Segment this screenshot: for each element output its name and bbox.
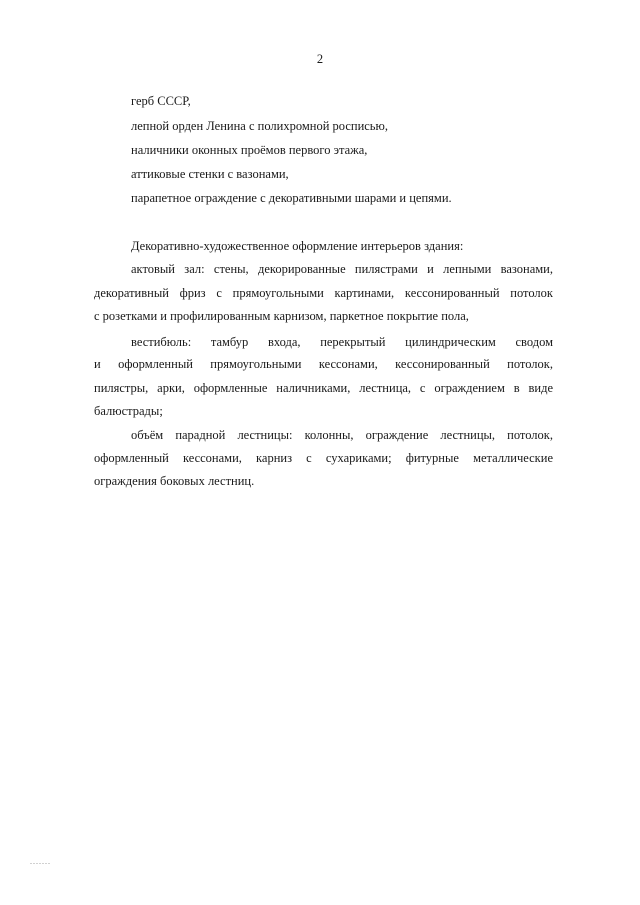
paragraph-assembly-hall-line: с розетками и профилированным карнизом, паркетное покрытие пола, xyxy=(94,309,469,323)
list-item: герб СССР, xyxy=(131,94,191,108)
page-number: 2 xyxy=(316,52,324,66)
paragraph-assembly-hall-line: декоративный фриз с прямоугольными картинами, кессонированный потолок xyxy=(94,286,553,300)
paragraph-staircase-line: объём парадной лестницы: колонны, ограждение лестницы, потолок, xyxy=(131,428,553,442)
paragraph-vestibule-line: и оформленный прямоугольными кессонами, кессонированный потолок, xyxy=(94,357,553,371)
list-item: аттиковые стенки с вазонами, xyxy=(131,167,289,181)
paragraph-vestibule-line: балюстрады; xyxy=(94,404,163,418)
paragraph-assembly-hall-line: актовый зал: стены, декорированные пилястрами и лепными вазонами, xyxy=(131,262,553,276)
paragraph-staircase-line: оформленный кессонами, карниз с сухариками; фитурные металлические xyxy=(94,451,553,465)
paragraph-vestibule-line: пилястры, арки, оформленные наличниками, лестница, с ограждением в виде xyxy=(94,381,553,395)
paragraph-staircase-line: ограждения боковых лестниц. xyxy=(94,474,255,488)
section-heading: Декоративно-художественное оформление интерьеров здания: xyxy=(131,239,464,253)
paragraph-vestibule-line: вестибюль: тамбур входа, перекрытый цилиндрическим сводом xyxy=(131,335,553,349)
list-item: лепной орден Ленина с полихромной росписью, xyxy=(131,119,388,133)
list-item: парапетное ограждение с декоративными шарами и цепями. xyxy=(131,191,452,205)
scan-mark: ....... xyxy=(30,857,51,866)
list-item: наличники оконных проёмов первого этажа, xyxy=(131,143,368,157)
